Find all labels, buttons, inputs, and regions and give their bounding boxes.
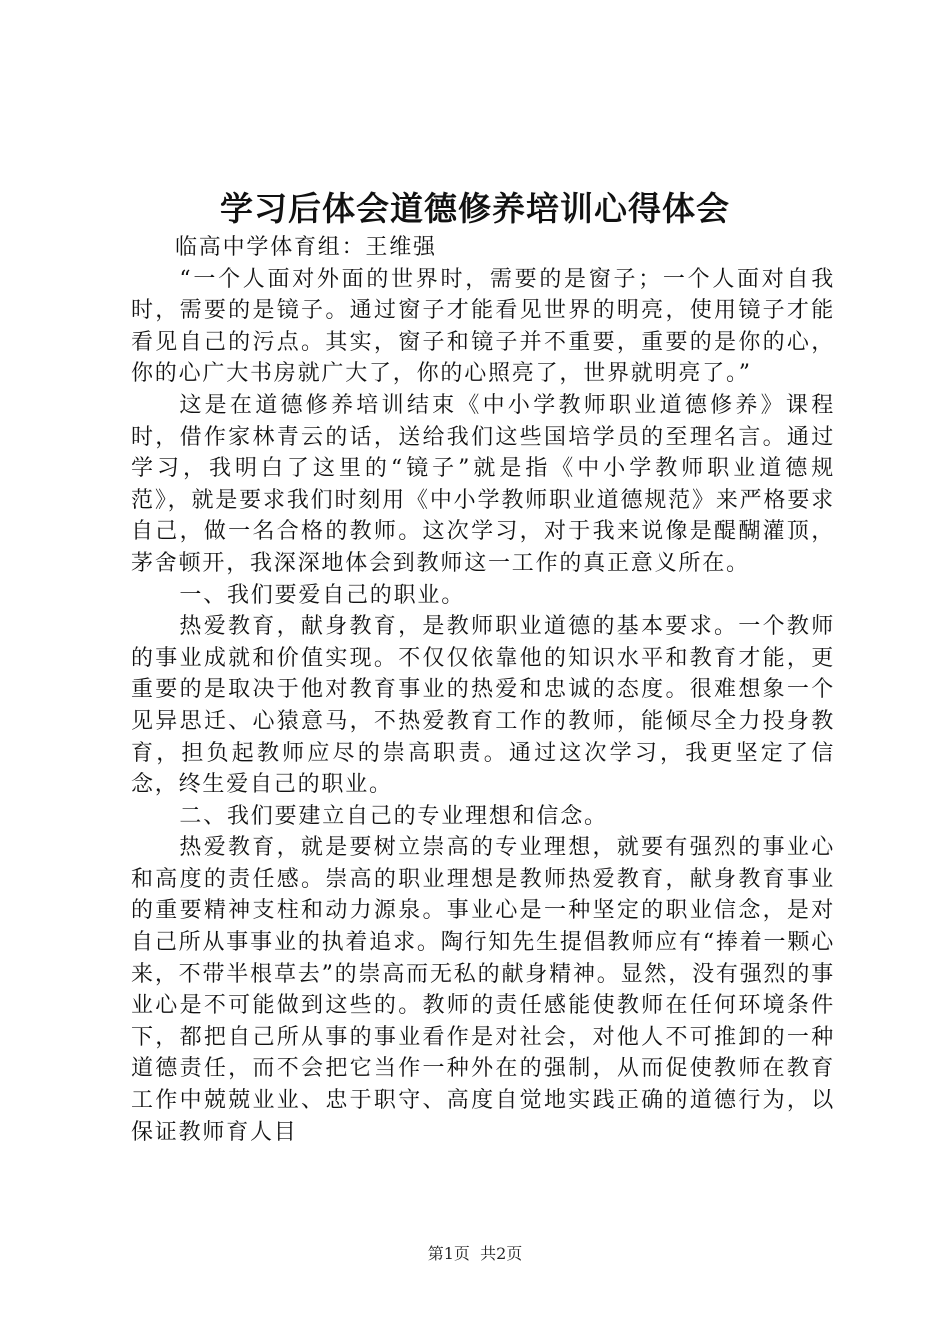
- section-heading-2: 二、我们要建立自己的专业理想和信念。: [179, 803, 608, 829]
- paragraph-intro: 这是在道德修养培训结束《中小学教师职业道德修养》课程时，借作家林青云的话，送给我们这些国培学员的至理名言。通过学习，我明白了这里的“镜子”就是指《中小学教师职业道德规范》，就是要求我们时刻用《中小学教师职业道德规范》来严格要求自己，做一名合格的教师。这次学习，对于我来说像是醍醐灌顶，茅舍顿开，我深深地体会到教师这一工作的真正意义所在。: [131, 392, 835, 576]
- paragraph-section-1: 热爱教育，献身教育，是教师职业道德的基本要求。一个教师的事业成就和价值实现。不仅仅依靠他的知识水平和教育才能，更重要的是取决于他对教育事业的热爱和忠诚的态度。很难想象一个见异思迁、心猿意马，不热爱教育工作的教师，能倾尽全力投身教育，担负起教师应尽的崇高职责。通过这次学习，我更坚定了信念，终生爱自己的职业。: [131, 614, 835, 798]
- author-line: 临高中学体育组：王维强: [175, 235, 437, 260]
- page-total: 共2页: [480, 1244, 523, 1263]
- paragraph-quote: “一个人面对外面的世界时，需要的是窗子；一个人面对自我时，需要的是镜子。通过窗子才能看见世界的明亮，使用镜子才能看见自己的污点。其实，窗子和镜子并不重要，重要的是你的心，你的心广大书房就广大了，你的心照亮了，世界就明亮了。”: [131, 266, 835, 387]
- paragraph-section-2: 热爱教育，就是要树立崇高的专业理想，就要有强烈的事业心和高度的责任感。崇高的职业理想是教师热爱教育，献身教育事业的重要精神支柱和动力源泉。事业心是一种坚定的职业信念，是对自己所从事事业的执着追求。陶行知先生提倡教师应有“捧着一颗心来，不带半根草去”的崇高而无私的献身精神。显然，没有强烈的事业心是不可能做到这些的。教师的责任感能使教师在任何环境条件下，都把自己所从事的事业看作是对社会，对他人不可推卸的一种道德责任，而不会把它当作一种外在的强制，从而促使教师在教育工作中兢兢业业、忠于职守、高度自觉地实践正确的道德行为，以保证教师育人目: [131, 835, 835, 1145]
- document-body: [131, 232, 835, 1148]
- document-title: 学习后体会道德修养培训心得体会: [220, 189, 730, 228]
- section-heading-1: 一、我们要爱自己的职业。: [179, 582, 465, 608]
- page-number: 第1页: [427, 1244, 470, 1263]
- page-footer: [0, 1243, 950, 1265]
